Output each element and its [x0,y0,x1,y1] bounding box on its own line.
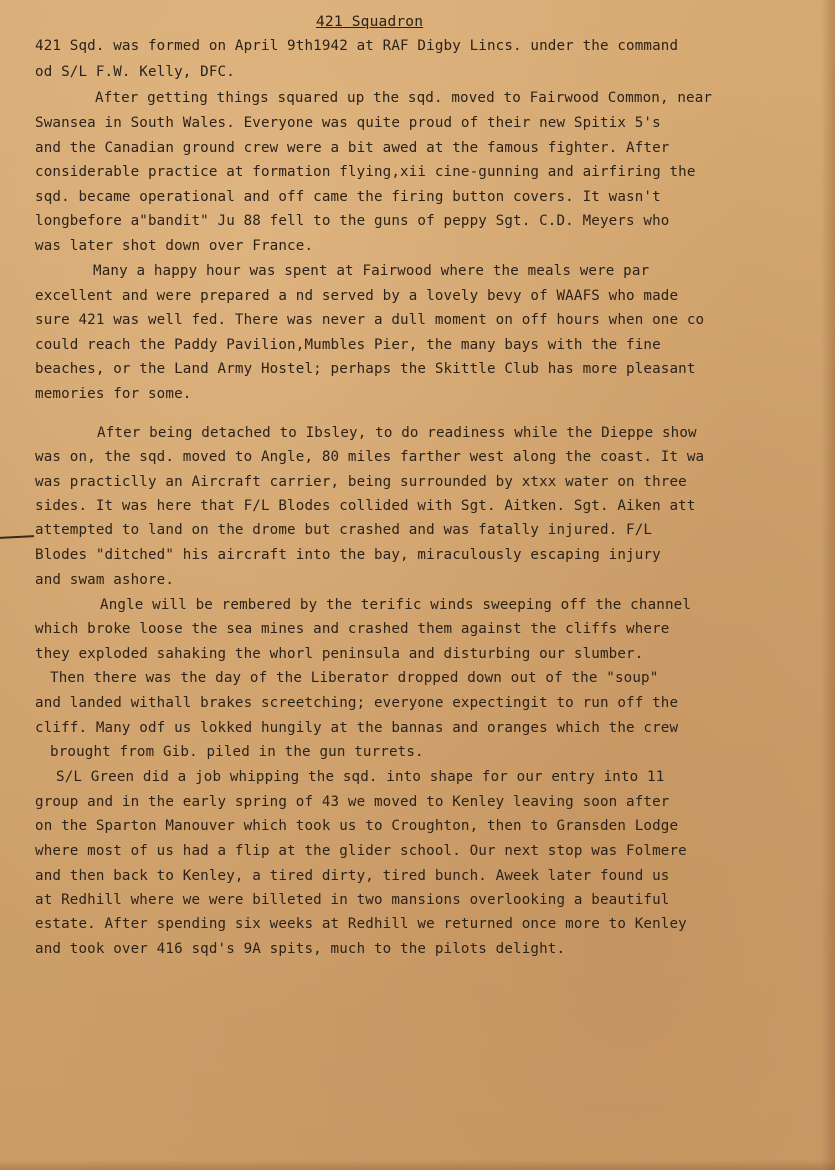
text-line: excellent and were prepared a nd served by a lovely bevy of WAAFS who made [35,288,679,304]
page-edge-shadow [821,0,835,1170]
text-line: could reach the Paddy Pavilion,Mumbles Pier, the many bays with the fine [35,337,661,353]
text-line: sides. It was here that F/L Blodes collided with Sgt. Aitken. Sgt. Aiken att [35,498,696,514]
text-line: was later shot down over France. [35,238,314,254]
margin-pen-mark [0,535,34,539]
text-line: was practiclly an Aircraft carrier, being surrounded by xtxx water on three [35,474,687,490]
text-line: was on, the sqd. moved to Angle, 80 miles farther west along the coast. It wa [35,449,705,465]
page-bottom-shadow [0,1160,835,1170]
text-line: 421 Sqd. was formed on April 9th1942 at RAF Digby Lincs. under the command [35,38,679,54]
text-line: which broke loose the sea mines and crashed them against the cliffs where [35,621,670,637]
text-line: Then there was the day of the Liberator dropped down out of the "soup" [50,670,659,686]
text-line: on the Sparton Manouver which took us to Croughton, then to Gransden Lodge [35,818,679,834]
text-line: attempted to land on the drome but crashed and was fatally injured. F/L [35,522,653,538]
text-line: After getting things squared up the sqd. moved to Fairwood Common, near [95,90,713,106]
text-line: cliff. Many odf us lokked hungily at the bannas and oranges which the crew [35,720,679,736]
text-line: brought from Gib. piled in the gun turrets. [50,744,424,760]
text-line: beaches, or the Land Army Hostel; perhaps the Skittle Club has more pleasant [35,361,696,377]
document-title: 421 Squadron [316,14,424,30]
text-line: and landed withall brakes screetching; everyone expectingit to run off the [35,695,679,711]
text-line: Many a happy hour was spent at Fairwood where the meals were par [93,263,650,279]
text-line: Blodes "ditched" his aircraft into the bay, miraculously escaping injury [35,547,661,563]
text-line: S/L Green did a job whipping the sqd. into shape for our entry into 11 [56,769,665,785]
text-line: and swam ashore. [35,572,175,588]
text-line: sqd. became operational and off came the firing button covers. It wasn't [35,189,661,205]
text-line: and took over 416 sqd's 9A spits, much to the pilots delight. [35,941,566,957]
text-line: Angle will be rembered by the terific winds sweeping off the channel [100,597,692,613]
text-line: they exploded sahaking the whorl peninsula and disturbing our slumber. [35,646,644,662]
text-line: od S/L F.W. Kelly, DFC. [35,64,235,80]
text-line: group and in the early spring of 43 we moved to Kenley leaving soon after [35,794,670,810]
text-line: sure 421 was well fed. There was never a dull moment on off hours when one co [35,312,705,328]
text-line: After being detached to Ibsley, to do readiness while the Dieppe show [97,425,697,441]
text-line: where most of us had a flip at the glider school. Our next stop was Folmere [35,843,687,859]
text-line: at Redhill where we were billeted in two mansions overlooking a beautiful [35,892,670,908]
text-line: longbefore a"bandit" Ju 88 fell to the guns of peppy Sgt. C.D. Meyers who [35,213,670,229]
text-line: considerable practice at formation flying,xii cine-gunning and airfiring the [35,164,696,180]
text-line: and then back to Kenley, a tired dirty, tired bunch. Aweek later found us [35,868,670,884]
text-line: Swansea in South Wales. Everyone was quite proud of their new Spitix 5's [35,115,661,131]
text-line: memories for some. [35,386,192,402]
text-line: estate. After spending six weeks at Redhill we returned once more to Kenley [35,916,687,932]
text-line: and the Canadian ground crew were a bit awed at the famous fighter. After [35,140,670,156]
